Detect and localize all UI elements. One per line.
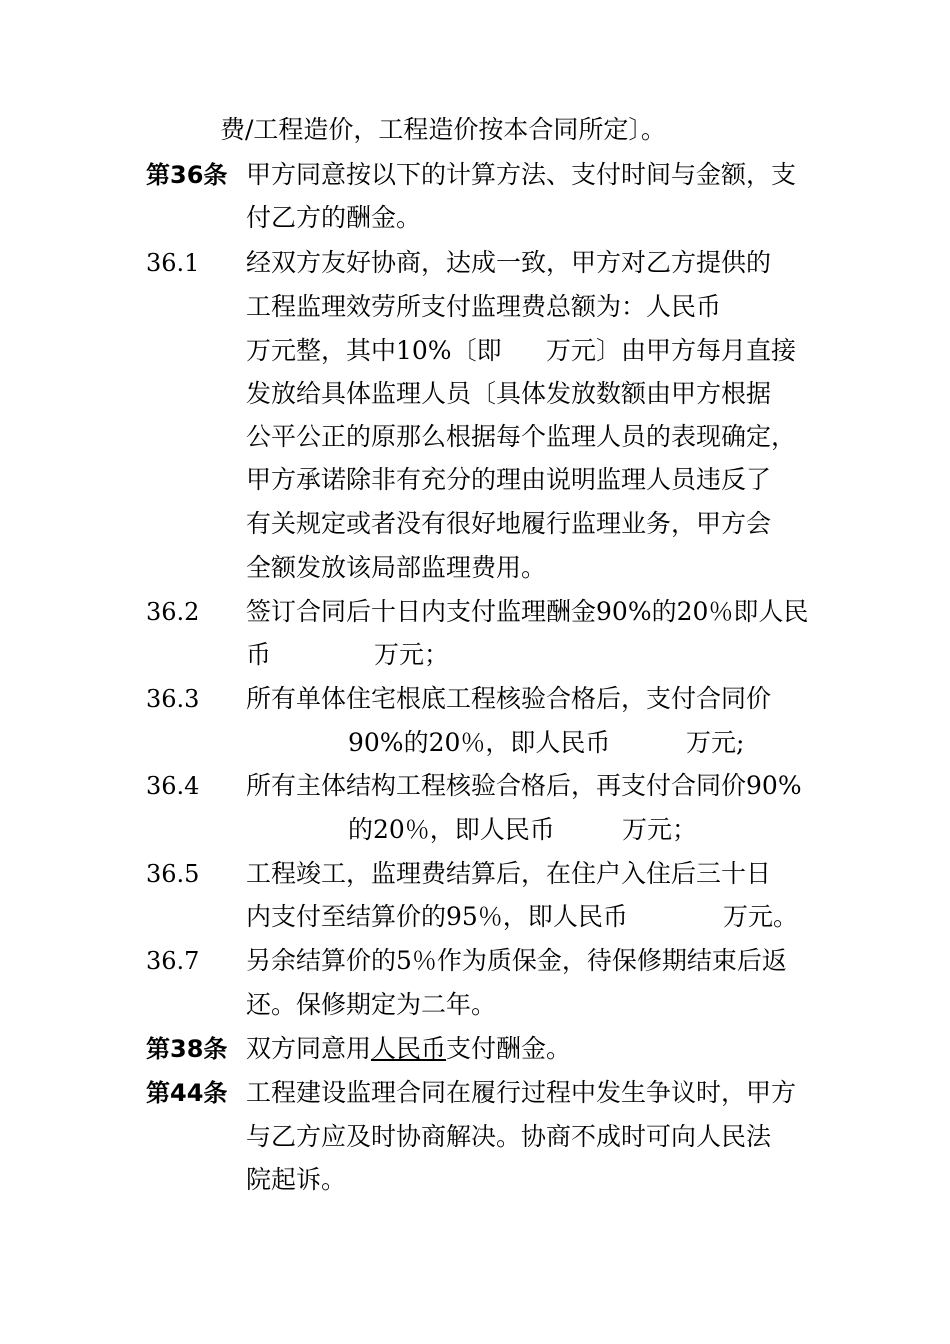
clause-36-2-text: 万元； [374,640,450,669]
clause-36-7-label: 36.7 [146,947,200,975]
intro-line: 费/工程造价，工程造价按本合同所定〕。 [220,115,666,144]
clause-36-1-text: 万元整，其中10%〔即 [246,336,502,365]
clause-36-3-text: 万元; [686,728,745,757]
article-36-text: 付乙方的酬金。 [246,203,422,232]
clause-36-3-text: 90%的20％，即人民币 [348,728,611,757]
clause-36-4-text: 的20％，即人民币 [348,815,555,844]
article-44-label: 第44条 [146,1079,228,1107]
clause-36-4-text: 万元； [622,815,698,844]
article-38-text-after: 支付酬金。 [446,1034,572,1063]
article-44-text: 与乙方应及时协商解决。协商不成时可向人民法 [246,1122,772,1151]
clause-36-1-text: 万元〕由甲方每月直接 [546,336,797,365]
article-38-label: 第38条 [146,1035,228,1063]
clause-36-1-text: 公平公正的原那么根据每个监理人员的表现确定， [246,422,797,451]
clause-36-5-label: 36.5 [146,860,200,888]
article-38-text-before: 双方同意用 [246,1034,372,1063]
article-36-text: 甲方同意按以下的计算方法、支付时间与金额，支 [246,160,797,189]
clause-36-3-label: 36.3 [146,685,200,713]
clause-36-1-text: 全额发放该局部监理费用。 [246,553,547,582]
clause-36-7-text: 还。保修期定为二年。 [246,990,497,1019]
article-38-underlined: 人民币 [371,1034,447,1063]
clause-36-1-text: 工程监理效劳所支付监理费总额为：人民币 [246,292,722,321]
clause-36-4-label: 36.4 [146,772,200,800]
clause-36-1-text: 甲方承诺除非有充分的理由说明监理人员违反了 [246,465,772,494]
article-38-text [246,1031,571,1067]
article-36-label: 第36条 [146,161,228,189]
clause-36-4-text: 所有主体结构工程核验合格后，再支付合同价90% [246,771,802,800]
clause-36-1-text: 有关规定或者没有很好地履行监理业务，甲方会 [246,509,772,538]
clause-36-3-text: 所有单体住宅根底工程核验合格后，支付合同价 [246,684,772,713]
clause-36-2-text: 币 [246,640,272,669]
clause-36-2-text: 签订合同后十日内支付监理酬金90%的20％即人民 [246,597,809,626]
clause-36-7-text: 另余结算价的5％作为质保金，待保修期结束后返 [246,946,787,975]
clause-36-1-text: 发放给具体监理人员〔具体发放数额由甲方根据 [246,379,772,408]
clause-36-5-text: 万元。 [723,902,799,931]
article-44-text: 工程建设监理合同在履行过程中发生争议时，甲方 [246,1078,797,1107]
clause-36-1-label: 36.1 [146,249,200,277]
clause-36-1-text: 经双方友好协商，达成一致，甲方对乙方提供的 [246,248,772,277]
clause-36-5-text: 内支付至结算价的95％，即人民币 [246,902,628,931]
article-44-text: 院起诉。 [246,1165,347,1194]
clause-36-5-text: 工程竣工，监理费结算后，在住户入住后三十日 [246,859,772,888]
clause-36-2-label: 36.2 [146,598,200,626]
